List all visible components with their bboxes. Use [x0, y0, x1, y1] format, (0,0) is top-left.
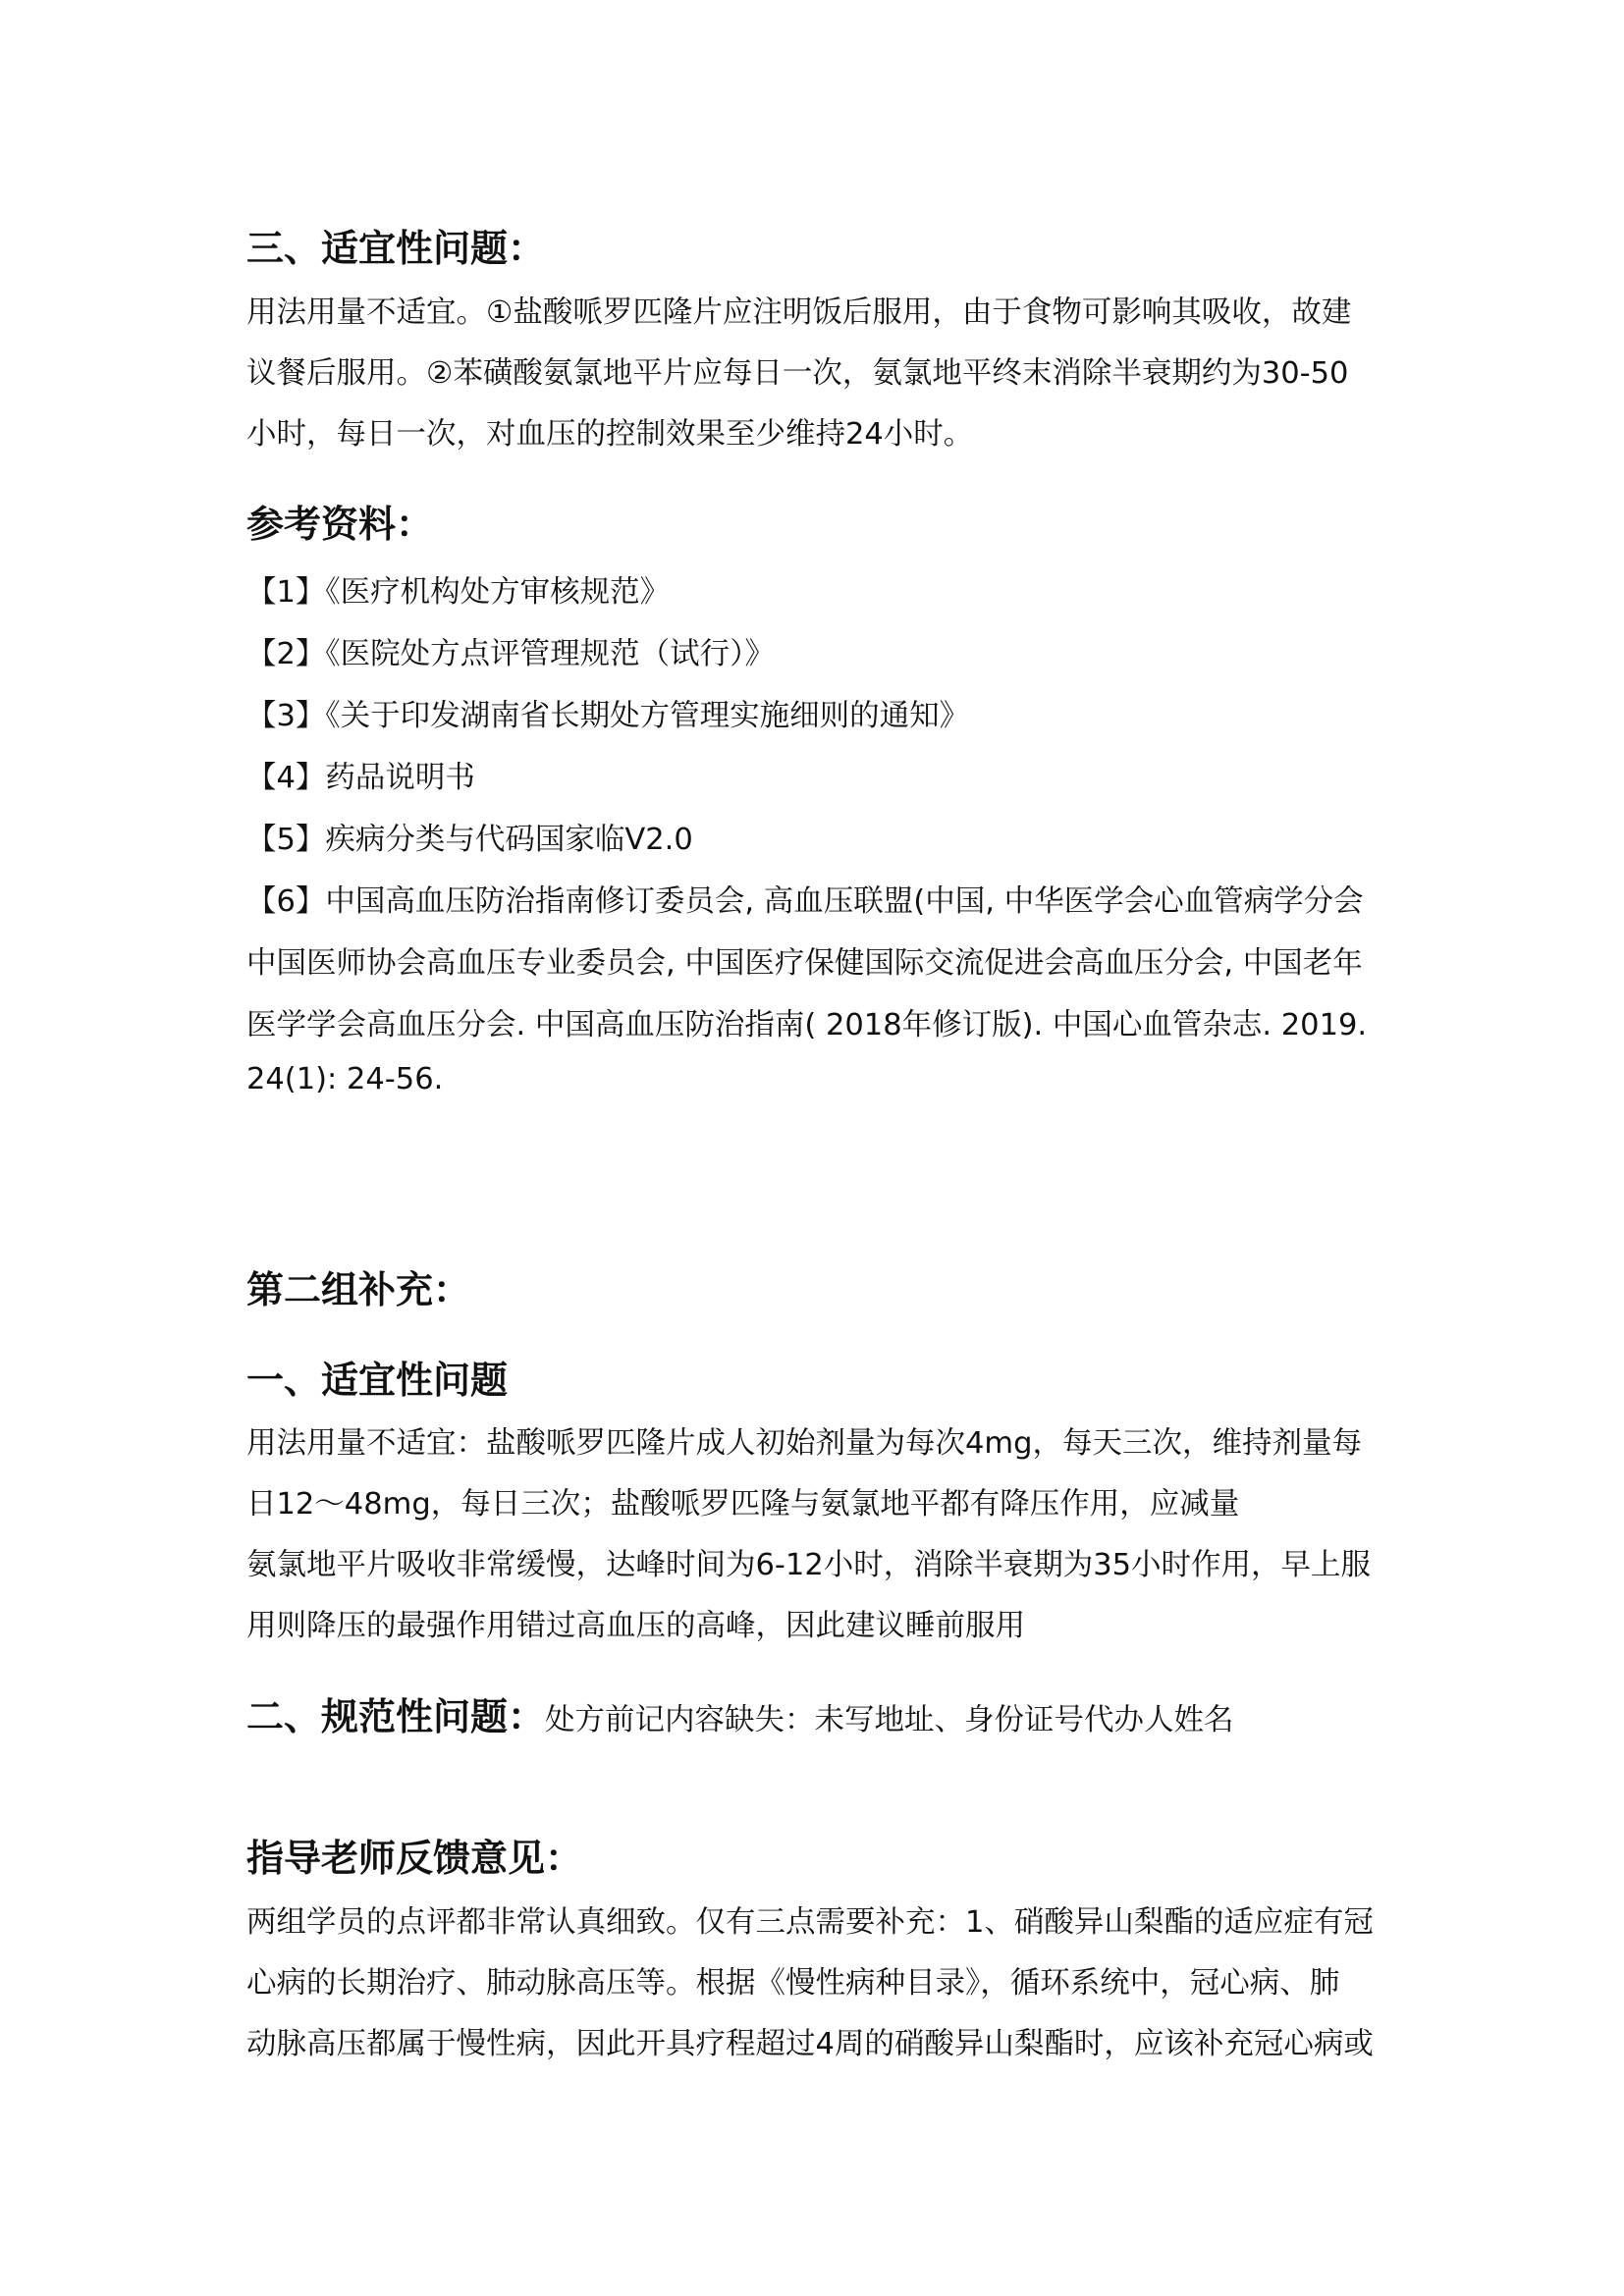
section3-line-2: 议餐后服用。②苯磺酸氨氯地平片应每日一次，氨氯地平终末消除半衰期约为30-50 — [246, 356, 1349, 391]
reference-item-2: 【2】《医院处方点评管理规范（试行）》 — [246, 637, 775, 671]
reference-item-6-cont-3: 24(1): 24-56. — [246, 1062, 444, 1096]
section3-line-3: 小时，每日一次，对血压的控制效果至少维持24小时。 — [246, 417, 974, 452]
group2-sub1-line-2: 日12～48mg，每日三次；盐酸哌罗匹隆与氨氯地平都有降压作用，应减量 — [246, 1487, 1240, 1522]
group2-sub2-row — [246, 1686, 1234, 1740]
group2-sub1-line-1: 用法用量不适宜：盐酸哌罗匹隆片成人初始剂量为每次4mg，每天三次，维持剂量每 — [246, 1426, 1362, 1461]
reference-item-3: 【3】《关于印发湖南省长期处方管理实施细则的通知》 — [246, 699, 970, 733]
feedback-line-1: 两组学员的点评都非常认真细致。仅有三点需要补充：1、硝酸异山梨酯的适应症有冠 — [246, 1905, 1374, 1940]
reference-item-6-cont-2: 医学学会高血压分会. 中国高血压防治指南( 2018年修订版). 中国心血管杂志. 2019. — [246, 1008, 1368, 1042]
group2-sub2-text: 处方前记内容缺失：未写地址、身份证号代办人姓名 — [545, 1703, 1234, 1737]
group2-heading: 第二组补充： — [246, 1268, 471, 1311]
section3-line-1: 用法用量不适宜。①盐酸哌罗匹隆片应注明饭后服用，由于食物可影响其吸收，故建 — [246, 295, 1352, 330]
feedback-line-3: 动脉高压都属于慢性病，因此开具疗程超过4周的硝酸异山梨酯时，应该补充冠心病或 — [246, 2027, 1374, 2061]
group2-sub1-line-3: 氨氯地平片吸收非常缓慢，达峰时间为6-12小时，消除半衰期为35小时作用，早上服 — [246, 1548, 1372, 1582]
references-heading: 参考资料： — [246, 503, 434, 546]
reference-item-6: 【6】中国高血压防治指南修订委员会, 高血压联盟(中国, 中华医学会心血管病学分会 — [246, 884, 1364, 919]
reference-item-1: 【1】《医疗机构处方审核规范》 — [246, 575, 671, 610]
reference-item-6-cont-1: 中国医师协会高血压专业委员会, 中国医疗保健国际交流促进会高血压分会, 中国老年 — [246, 946, 1363, 981]
section3-heading: 三、适宜性问题： — [246, 227, 546, 270]
feedback-line-2: 心病的长期治疗、肺动脉高压等。根据《慢性病种目录》，循环系统中，冠心病、肺 — [246, 1966, 1340, 2001]
group2-sub2-heading: 二、规范性问题： — [246, 1695, 546, 1738]
reference-item-4: 【4】药品说明书 — [246, 761, 475, 795]
group2-sub1-heading: 一、适宜性问题 — [246, 1359, 509, 1402]
reference-item-5: 【5】疾病分类与代码国家临V2.0 — [246, 823, 693, 857]
group2-sub1-line-4: 用则降压的最强作用错过高血压的高峰，因此建议睡前服用 — [246, 1609, 1025, 1643]
feedback-heading: 指导老师反馈意见： — [246, 1837, 583, 1880]
